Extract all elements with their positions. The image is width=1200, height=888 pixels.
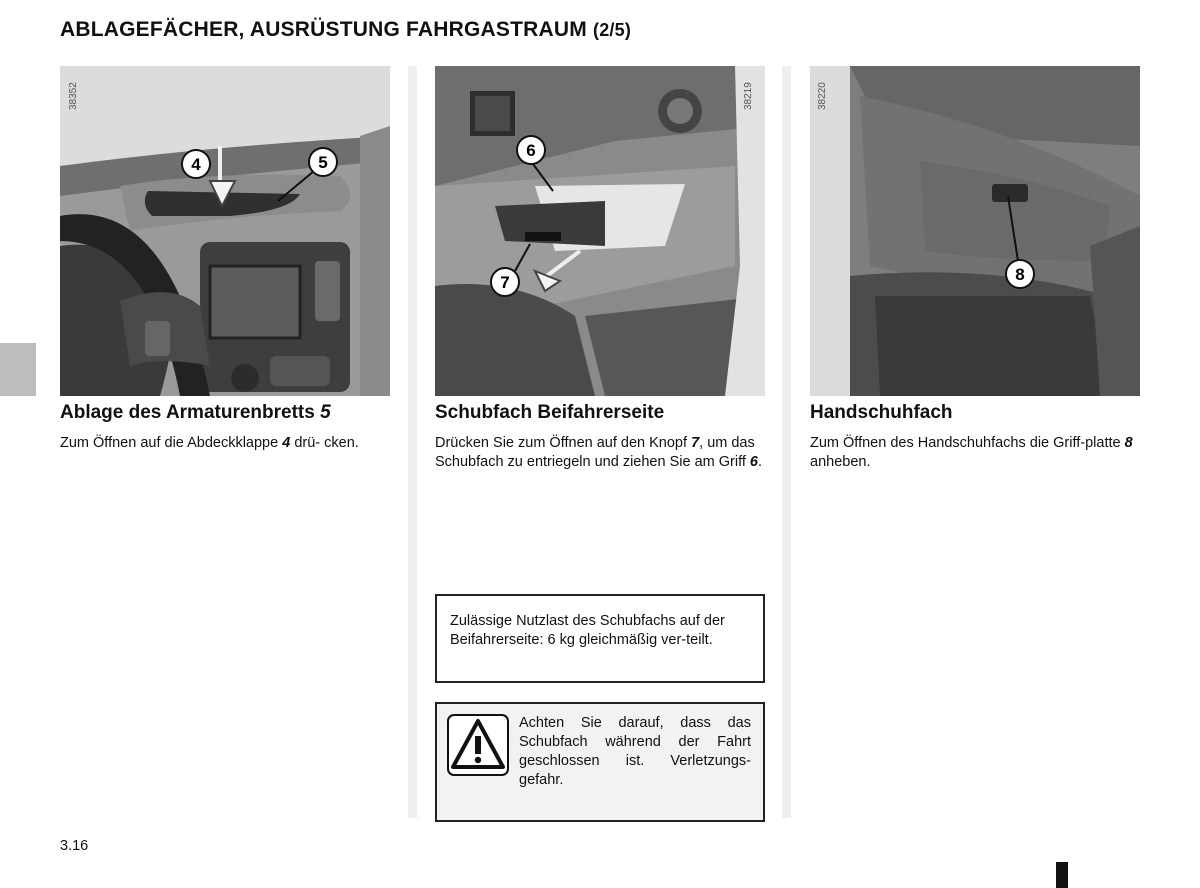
section-heading-dashboard-storage: [60, 402, 331, 424]
body-text: anheben.: [810, 454, 871, 470]
callout-8: 8: [1015, 265, 1025, 284]
dashboard-storage-photo: [60, 66, 390, 396]
warning-text: Achten Sie darauf, dass das Schubfach während der Fahrt geschlossen ist. Verletzungs-gefahr.: [519, 715, 751, 788]
page-title-text: ABLAGEFÄCHER, AUSRÜSTUNG FAHRGASTRAUM: [60, 18, 587, 41]
section-body-glove-box: [810, 434, 1140, 472]
image-code: 38220: [817, 82, 828, 110]
body-text: .: [757, 454, 763, 470]
callout-4: 4: [191, 155, 201, 174]
glove-box-handle: [992, 184, 1028, 202]
heading-text: Handschuhfach: [810, 402, 953, 423]
ref-7: 7: [691, 435, 700, 451]
section-body-passenger-drawer: [435, 434, 765, 472]
callout-5: 5: [318, 153, 328, 172]
note-text: Zulässige Nutzlast des Schubfachs auf der Beifahrerseite: 6 kg gleichmäßig ver-teilt.: [450, 613, 725, 648]
passenger-drawer-photo: [435, 66, 765, 396]
body-text: Drücken Sie zum Öffnen auf den Knopf: [435, 435, 692, 451]
ref-8: 8: [1124, 435, 1133, 451]
ref-4: 4: [282, 435, 291, 451]
page-number: 3.16: [60, 838, 89, 854]
warning-box: [435, 702, 765, 822]
column-separator: [782, 66, 791, 818]
image-code: 38219: [743, 82, 754, 110]
section-heading-glove-box: [810, 402, 953, 424]
drawer-button: [525, 232, 561, 241]
body-text: , um das Schubfach zu entriegeln und ziehen Sie am Griff: [435, 435, 755, 470]
callout-6: 6: [526, 141, 536, 160]
image-code: 38352: [68, 82, 79, 110]
body-text: drü- cken.: [290, 435, 359, 451]
body-text: Zum Öffnen des Handschuhfachs die Griff-platte: [810, 435, 1125, 451]
body-text: Zum Öffnen auf die Abdeckklappe: [60, 435, 283, 451]
heading-text: Schubfach Beifahrerseite: [435, 402, 665, 423]
page-part-indicator: (2/5): [593, 20, 632, 40]
section-body-dashboard-storage: [60, 434, 390, 453]
callout-7: 7: [500, 273, 510, 292]
column-separator: [408, 66, 417, 818]
chapter-tab: [0, 343, 36, 396]
payload-note-box: [435, 594, 765, 683]
page-edge-marker: [1056, 862, 1068, 888]
heading-text: Ablage des Armaturenbretts: [60, 402, 315, 423]
ref-6: 6: [749, 454, 758, 470]
page-title: [60, 18, 631, 42]
heading-ref: 5: [320, 402, 331, 423]
warning-triangle-icon: [447, 714, 509, 776]
section-heading-passenger-drawer: [435, 402, 664, 424]
glove-box-photo: [810, 66, 1140, 396]
